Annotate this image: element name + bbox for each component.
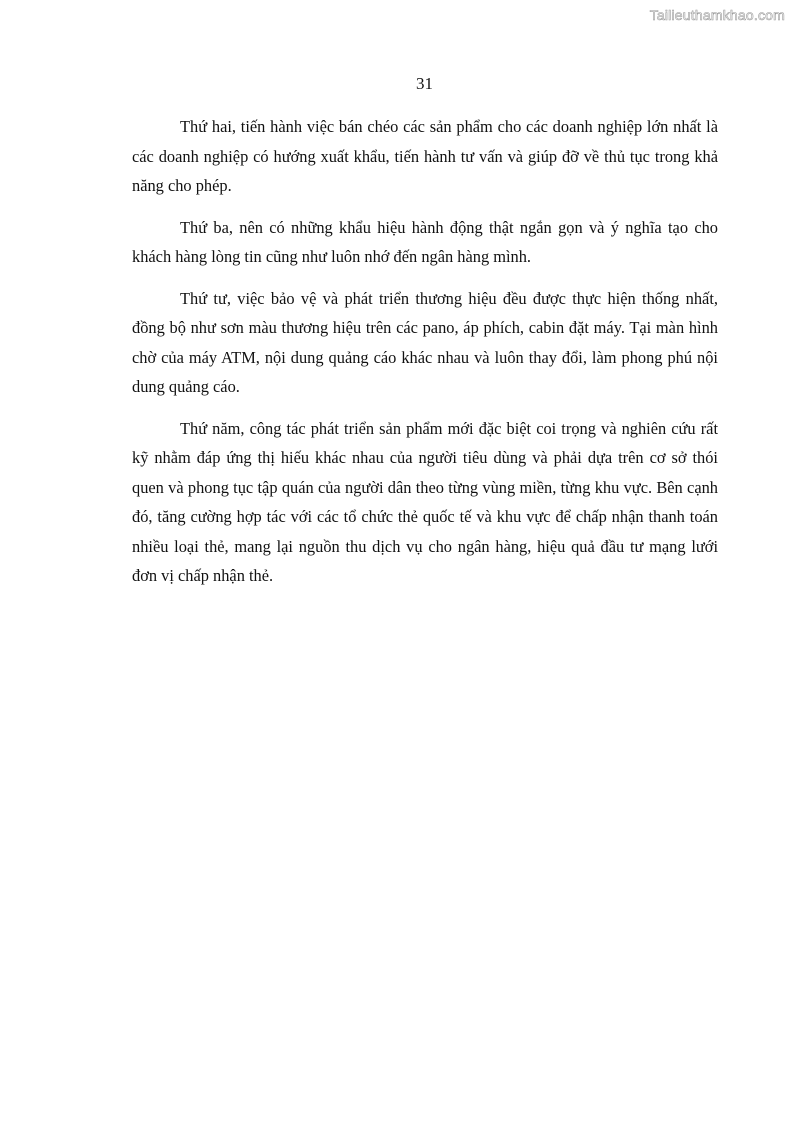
watermark-text: Tailieuthamkhao.com (649, 7, 785, 23)
paragraph-thu-nam: Thứ năm, công tác phát triển sản phẩm mới đặc biệt coi trọng và nghiên cứu rất kỹ nhằm đáp ứng thị hiếu khác nhau của người tiêu dùng và phải dựa trên cơ sở thói quen và phong tục tập quán của người dân theo từng vùng miền, từng khu vực. Bên cạnh đó, tăng cường hợp tác với các tổ chức thẻ quốc tế và khu vực để chấp nhận thanh toán nhiều loại thẻ, mang lại nguồn thu dịch vụ cho ngân hàng, hiệu quả đầu tư mạng lưới đơn vị chấp nhận thẻ. (132, 418, 718, 585)
paragraph-thu-hai: Thứ hai, tiến hành việc bán chéo các sản phẩm cho các doanh nghiệp lớn nhất là các doanh nghiệp có hướng xuất khẩu, tiến hành tư vấn và giúp đỡ về thủ tục trong khả năng cho phép. (132, 117, 718, 195)
paragraph-thu-tu: Thứ tư, việc bảo vệ và phát triển thương hiệu đều được thực hiện thống nhất, đồng bộ như sơn màu thương hiệu trên các pano, áp phích, cabin đặt máy. Tại màn hình chờ của máy ATM, nội dung quảng cáo khác nhau và luôn thay đổi, làm phong phú nội dung quảng cáo. (132, 288, 718, 396)
page-number: 31 (416, 74, 433, 93)
paragraph-thu-ba: Thứ ba, nên có những khẩu hiệu hành động thật ngắn gọn và ý nghĩa tạo cho khách hàng lòng tin cũng như luôn nhớ đến ngân hàng mình. (132, 217, 718, 266)
document-body (132, 112, 718, 603)
